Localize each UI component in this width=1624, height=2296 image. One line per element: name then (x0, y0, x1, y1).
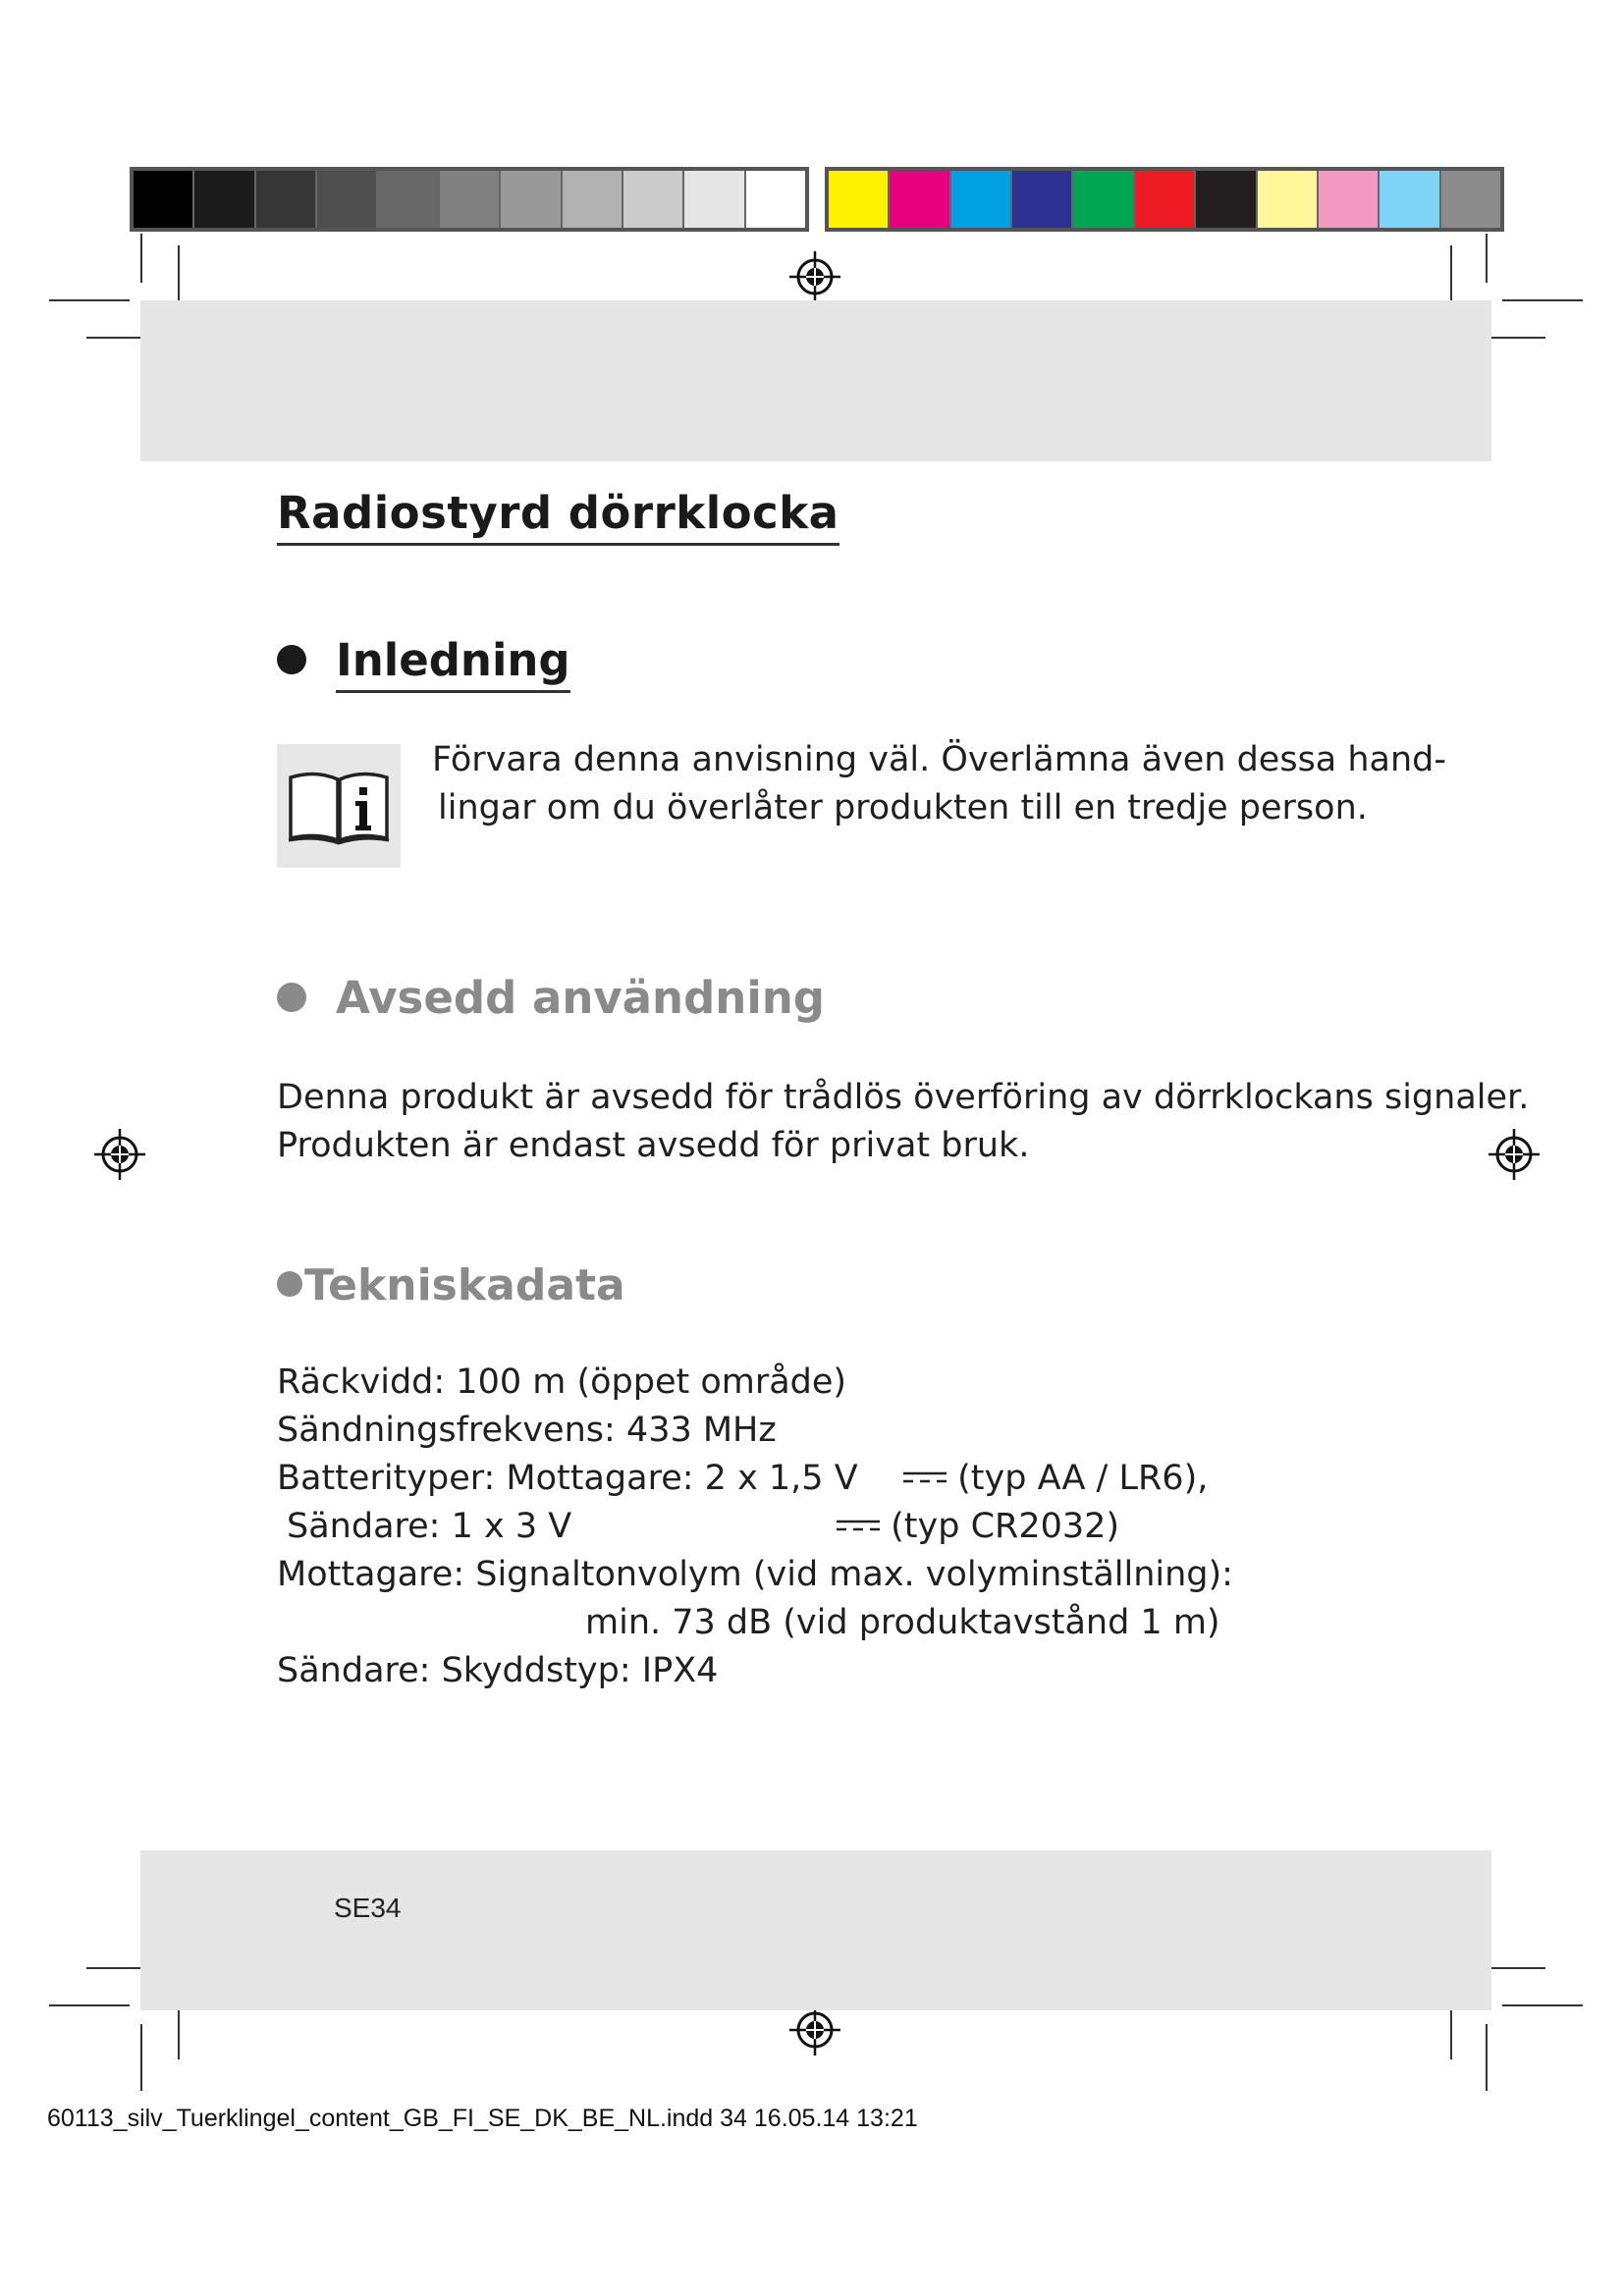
color-swatch (1319, 171, 1380, 228)
color-swatch (1441, 171, 1500, 228)
registration-mark-icon (789, 2004, 840, 2056)
color-swatch (746, 171, 805, 228)
color-swatch (951, 171, 1012, 228)
color-swatch (829, 171, 890, 228)
battery-receiver-type-text: (typ AA / LR6), (957, 1459, 1209, 1498)
tech-receiver-label: Mottagare: Signaltonvolym (vid max. volyminställning): (277, 1555, 1233, 1594)
crop-mark (1486, 2024, 1488, 2091)
intended-use-line-2: Produkten är endast avsedd för privat bruk. (277, 1126, 1030, 1165)
bullet-icon (277, 645, 306, 674)
file-info-footer: 60113_silv_Tuerklingel_content_GB_FI_SE_DK_BE_NL.indd 34 16.05.14 13:21 (47, 2105, 918, 2132)
transmitter-battery-type-text: (typ CR2032) (891, 1507, 1120, 1546)
tech-receiver-value: min. 73 dB (vid produktavstånd 1 m) (585, 1603, 1220, 1642)
footer-band (140, 1850, 1491, 2010)
crop-mark (49, 2004, 130, 2006)
header-band (140, 300, 1491, 461)
color-swatch (623, 171, 684, 228)
bullet-icon (277, 1271, 302, 1297)
registration-mark-icon (789, 251, 840, 302)
page-number: SE34 (334, 1893, 402, 1923)
color-scale-bar (825, 167, 1504, 232)
registration-mark-icon (1489, 1129, 1540, 1180)
page-title: Radiostyrd dörrklocka (277, 487, 839, 546)
tech-range: Räckvidd: 100 m (öppet område) (277, 1362, 847, 1402)
intro-line-1: Förvara denna anvisning väl. Överlämna även dessa hand- (432, 740, 1447, 779)
color-swatch (684, 171, 745, 228)
tech-battery-receiver-type (903, 1455, 1208, 1503)
tech-transmitter-battery-type (837, 1503, 1119, 1551)
color-swatch (1258, 171, 1319, 228)
color-swatch (1380, 171, 1440, 228)
registration-mark-icon (94, 1129, 145, 1180)
intended-use-line-1: Denna produkt är avsedd för trådlös överföring av dörrklockans signaler. (277, 1078, 1530, 1117)
section-heading-text: Inledning (336, 634, 570, 693)
color-swatch (440, 171, 501, 228)
crop-mark (49, 299, 130, 301)
color-swatch (563, 171, 623, 228)
tech-frequency: Sändningsfrekvens: 433 MHz (277, 1411, 777, 1450)
tech-battery-types: Batterityper: Mottagare: 2 x 1,5 V (277, 1459, 858, 1498)
color-swatch (194, 171, 255, 228)
dc-symbol-icon (903, 1470, 947, 1484)
color-swatch (256, 171, 317, 228)
bullet-icon (277, 983, 306, 1012)
color-swatch (134, 171, 194, 228)
grey-scale-bar (130, 167, 809, 232)
section-heading-tech (277, 1260, 625, 1310)
crop-mark (1486, 234, 1488, 283)
color-swatch (378, 171, 439, 228)
intro-line-2: lingar om du överlåter produkten till en tredje person. (438, 788, 1368, 828)
section-heading-text: Tekniskadata (304, 1260, 625, 1310)
color-swatch (501, 171, 562, 228)
crop-mark (140, 2024, 142, 2091)
color-swatch (1073, 171, 1134, 228)
color-swatch (890, 171, 950, 228)
color-swatch (1135, 171, 1196, 228)
color-swatch (1196, 171, 1257, 228)
dc-symbol-icon (837, 1519, 880, 1532)
color-swatch (1012, 171, 1073, 228)
tech-transmitter-label: Sändare: Skyddstyp: IPX4 (277, 1651, 719, 1690)
section-heading-text: Avsedd användning (336, 972, 826, 1024)
crop-mark (1502, 299, 1583, 301)
crop-mark (1502, 2004, 1583, 2006)
tech-transmitter-battery: Sändare: 1 x 3 V (287, 1507, 572, 1546)
crop-mark (140, 234, 142, 283)
section-heading-intro (277, 634, 570, 686)
color-swatch (317, 171, 378, 228)
section-heading-intended-use (277, 972, 825, 1024)
info-book-icon (277, 744, 401, 868)
